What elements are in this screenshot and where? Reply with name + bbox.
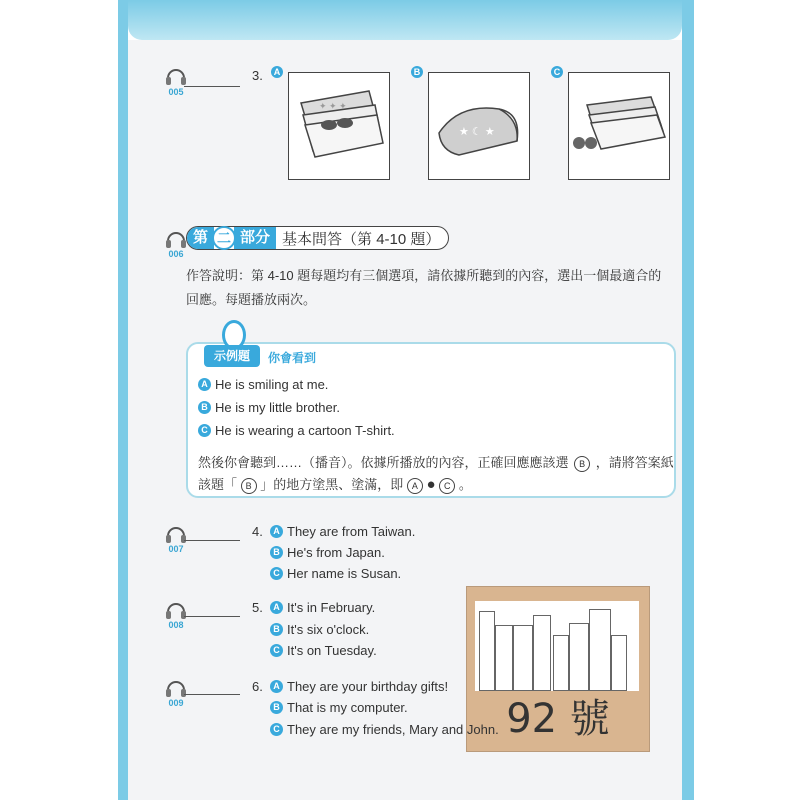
book (479, 611, 495, 691)
example-option (198, 423, 395, 438)
track-number: 005 (168, 87, 184, 97)
right-margin (682, 0, 800, 800)
option-c (270, 643, 377, 658)
option-a (270, 524, 415, 539)
option-badge: B (198, 401, 211, 414)
option-b-picture[interactable] (428, 72, 530, 180)
part-number: 二 (212, 226, 236, 250)
option-text: They are your birthday gifts! (287, 679, 449, 694)
option-badge: A (270, 525, 283, 538)
shelf-number-label: 92 號 (506, 696, 610, 742)
left-margin (0, 0, 122, 800)
question-number: 4. (252, 524, 263, 539)
book (553, 635, 569, 691)
circled-letter: B (574, 456, 590, 472)
part-heading (186, 226, 449, 250)
option-badge: A (270, 601, 283, 614)
answer-blank[interactable] (184, 694, 240, 695)
option-badge: B (270, 701, 283, 714)
option-badge-c: C (551, 66, 563, 78)
circled-letter: B (241, 478, 257, 494)
track-number: 007 (168, 544, 184, 554)
option-text: It's on Tuesday. (287, 643, 377, 658)
example-after-text: 然後你會聽到……（播音）。依據所播放的內容，正確回應應該選 (198, 455, 569, 470)
book (533, 615, 551, 691)
option-c (270, 566, 401, 581)
answer-blank[interactable] (184, 86, 240, 87)
option-text: He is my little brother. (215, 400, 340, 415)
book (589, 609, 611, 691)
book (569, 623, 589, 691)
answer-bubble-c: C (439, 478, 455, 494)
option-badge: C (270, 567, 283, 580)
example-after-text: 」的地方塗黑、塗滿，即 (260, 477, 404, 492)
example-option (198, 400, 340, 415)
folded-blanket-with-apples-icon (569, 73, 669, 179)
answer-bubble-filled: ● (426, 476, 436, 493)
option-a-picture[interactable] (288, 72, 390, 180)
bookshelf-inner (475, 601, 639, 691)
option-a (270, 600, 375, 615)
option-badge: B (270, 623, 283, 636)
example-after-text: 該題「 (198, 477, 238, 492)
track-number: 008 (168, 620, 184, 630)
option-badge: A (270, 680, 283, 693)
option-text: Her name is Susan. (287, 566, 402, 581)
instructions-text: 作答說明：第 4-10 題每題均有三個選項，請依據所聽到的內容，選出一個最適合的回應。每題播放兩次。 (186, 268, 662, 307)
option-b (270, 700, 408, 715)
option-badge: C (270, 723, 283, 736)
rolled-blanket-icon (429, 73, 529, 179)
answer-blank[interactable] (184, 616, 240, 617)
svg-text:✦ ✦ ✦: ✦ ✦ ✦ (319, 101, 347, 111)
example-after-line-2 (198, 474, 472, 494)
question-number: 6. (252, 679, 263, 694)
option-text: He's from Japan. (287, 545, 385, 560)
part-suffix: 部分 (234, 227, 276, 249)
option-text: It's six o'clock. (287, 622, 370, 637)
option-a (270, 679, 448, 694)
folded-blanket-with-eyemask-icon (289, 73, 389, 179)
part-heading-pill (186, 226, 449, 250)
book (611, 635, 627, 691)
option-c (270, 722, 499, 737)
option-badge-b: B (411, 66, 423, 78)
option-text: It's in February. (287, 600, 376, 615)
example-after-line-1 (198, 452, 674, 472)
option-badge: A (198, 378, 211, 391)
track-number: 009 (168, 698, 184, 708)
book (495, 625, 513, 691)
option-text: That is my computer. (287, 700, 408, 715)
option-badge: C (198, 424, 211, 437)
svg-text:★ ☾ ★: ★ ☾ ★ (459, 126, 495, 138)
option-badge: C (270, 644, 283, 657)
example-option (198, 377, 328, 392)
example-you-see-label: 你會看到 (268, 351, 317, 365)
option-text: They are from Taiwan. (287, 524, 416, 539)
example-after-text: 。 (458, 477, 472, 492)
option-b (270, 545, 385, 560)
question-number: 5. (252, 600, 263, 615)
option-text: He is smiling at me. (215, 377, 329, 392)
answer-bubble-a: A (407, 478, 423, 494)
right-blue-strip (682, 0, 694, 800)
part-prefix: 第 (187, 227, 214, 249)
example-tab: 示例題 (204, 345, 260, 367)
option-b (270, 622, 369, 637)
left-blue-strip (118, 0, 128, 800)
track-number: 006 (168, 249, 184, 259)
top-blue-band (128, 0, 682, 40)
part-description: 基本問答（第 4-10 題） (282, 230, 441, 248)
option-text: He is wearing a cartoon T-shirt. (215, 423, 395, 438)
option-badge: B (270, 546, 283, 559)
option-badge-a: A (271, 66, 283, 78)
book (513, 625, 533, 691)
option-c-picture[interactable] (568, 72, 670, 180)
example-after-text-end: ，請將答案紙 (595, 455, 674, 470)
answer-blank[interactable] (184, 540, 240, 541)
option-text: They are my friends, Mary and John. (287, 722, 499, 737)
question-number: 3. (252, 68, 263, 83)
